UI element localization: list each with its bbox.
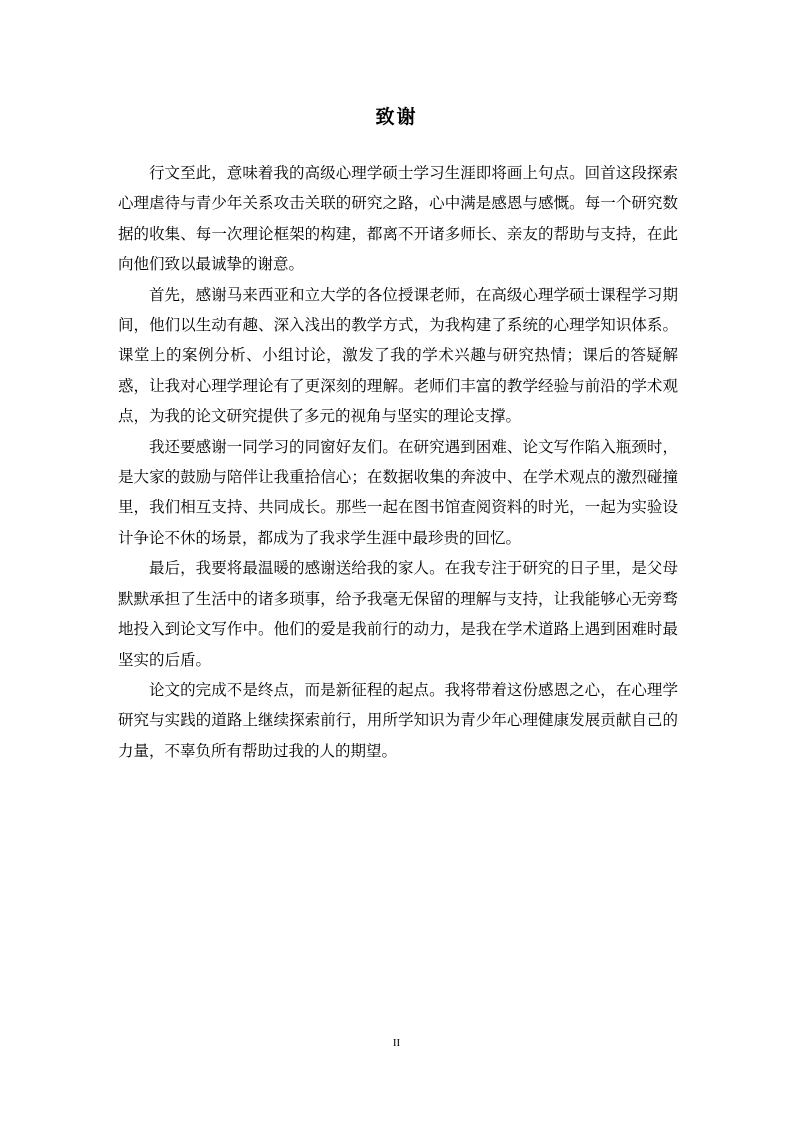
page-number: II (392, 1037, 401, 1049)
paragraph-4: 最后，我要将最温暖的感谢送给我的家人。在我专注于研究的日子里，是父母默默承担了生活中的诸多琐事，给予我毫无保留的理解与支持，让我能够心无旁骛地投入到论文写作中。他们的爱是我前行的动力，是我在学术道路上遇到困难时最坚实的后盾。 (118, 559, 678, 669)
page-title: 致谢 (375, 106, 418, 128)
acknowledgement-body (118, 158, 678, 766)
paragraph-1: 行文至此，意味着我的高级心理学硕士学习生涯即将画上句点。回首这段探索心理虐待与青少年关系攻击关联的研究之路，心中满是感恩与感慨。每一个研究数据的收集、每一次理论框架的构建，都离不开诸多师长、亲友的帮助与支持，在此向他们致以最诚挚的谢意。 (118, 164, 678, 274)
paragraph-2: 首先，感谢马来西亚和立大学的各位授课老师，在高级心理学硕士课程学习期间，他们以生动有趣、深入浅出的教学方式，为我构建了系统的心理学知识体系。课堂上的案例分析、小组讨论，激发了我的学术兴趣与研究热情；课后的答疑解惑，让我对心理学理论有了更深刻的理解。老师们丰富的教学经验与前沿的学术观点，为我的论文研究提供了多元的视角与坚实的理论支撑。 (118, 285, 678, 426)
paragraph-3: 我还要感谢一同学习的同窗好友们。在研究遇到困难、论文写作陷入瓶颈时，是大家的鼓励与陪伴让我重拾信心；在数据收集的奔波中、在学术观点的激烈碰撞里，我们相互支持、共同成长。那些一起在图书馆查阅资料的时光，一起为实验设计争论不休的场景，都成为了我求学生涯中最珍贵的回忆。 (118, 437, 678, 547)
paragraph-5: 论文的完成不是终点，而是新征程的起点。我将带着这份感恩之心，在心理学研究与实践的道路上继续探索前行，用所学知识为青少年心理健康发展贡献自己的力量，不辜负所有帮助过我的人的期望。 (118, 680, 678, 760)
